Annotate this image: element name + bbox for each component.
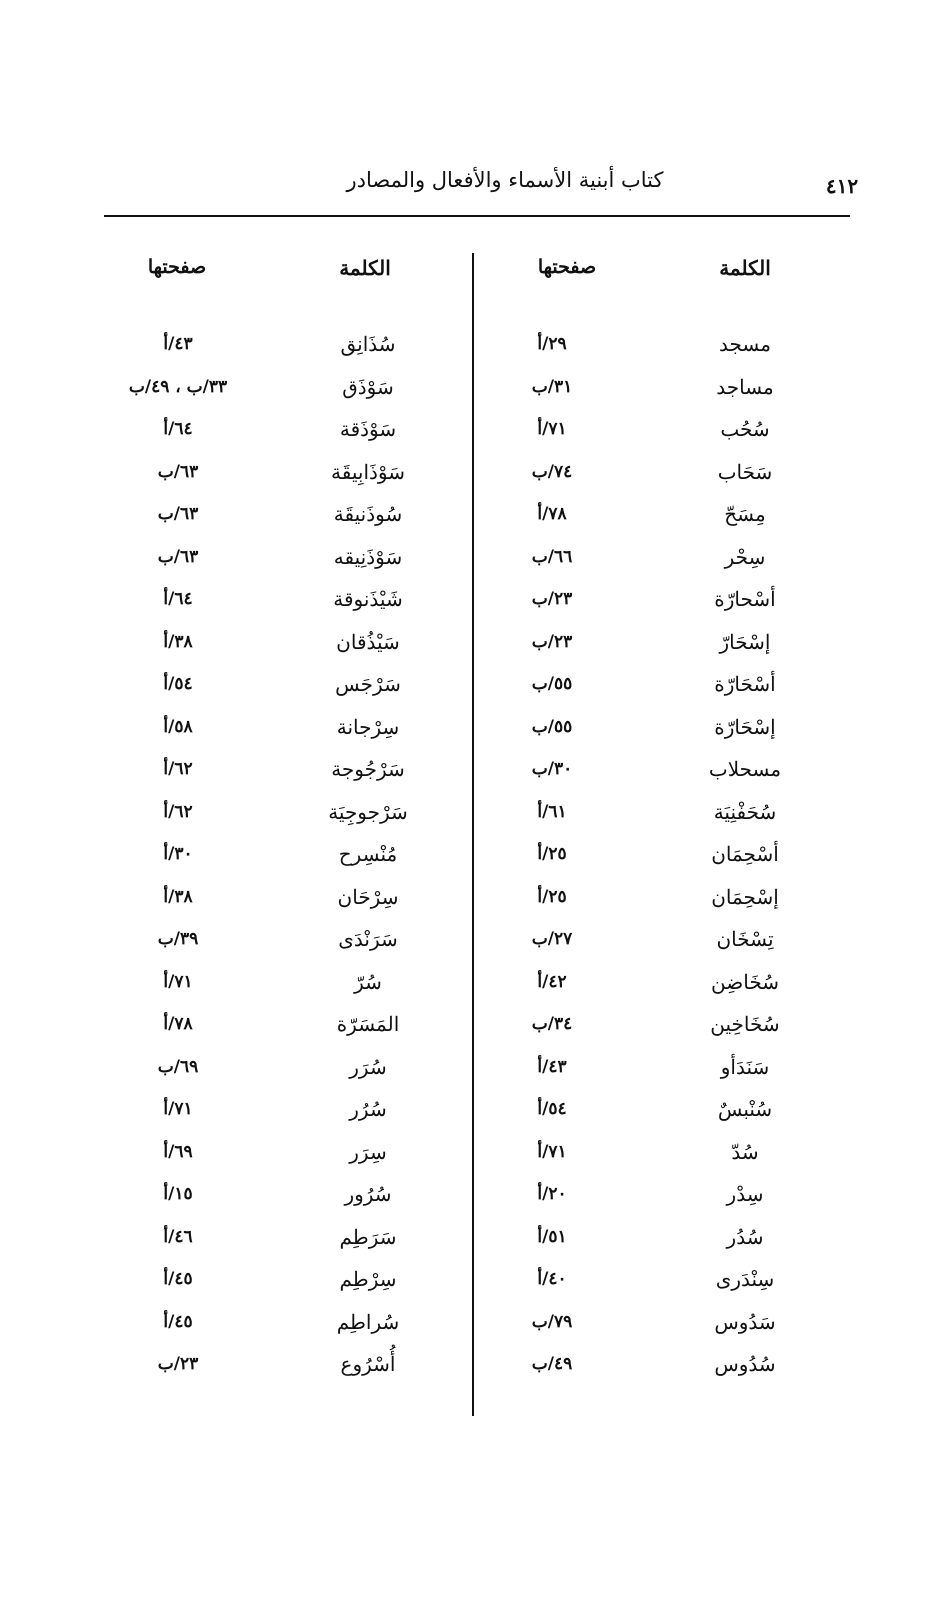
left-entry-page: ٥٤/أ	[163, 674, 193, 694]
right-word-column-heading: الكلمة	[719, 256, 771, 280]
right-entry-page: ٤٩/ب	[531, 1354, 573, 1374]
table-row	[0, 542, 950, 585]
right-entry-page: ٣٠/ب	[531, 759, 573, 779]
right-entry-page: ٢٣/ب	[531, 631, 573, 652]
right-entry-word: سُدُوس	[714, 1352, 776, 1376]
left-entry-word: سُرّ	[354, 969, 382, 994]
right-entry-word: مِسَحّ	[724, 502, 766, 526]
table-row	[0, 967, 950, 1010]
right-entry-word: سُخَاضِن	[711, 969, 779, 994]
left-entry-page: ٣٨/أ	[163, 631, 193, 652]
left-entry-page: ٦٣/ب	[157, 461, 199, 482]
running-header-title: كتاب أبنية الأسماء والأفعال والمصادر	[346, 168, 664, 192]
left-entry-word: سَرْجُوجة	[331, 757, 405, 781]
left-entry-page: ٧١/أ	[163, 1099, 193, 1119]
right-entry-page: ٧١/أ	[537, 1141, 567, 1162]
left-entry-page: ٤٥/أ	[163, 1269, 193, 1289]
left-entry-word: المَسَرّة	[336, 1012, 400, 1036]
table-row	[0, 1179, 950, 1222]
table-row	[0, 1349, 950, 1392]
left-entry-page: ٦٢/أ	[163, 801, 193, 822]
right-entry-page: ٢٥/أ	[537, 844, 567, 864]
left-entry-word: مُنْسِرح	[338, 842, 398, 866]
table-row	[0, 1137, 950, 1180]
right-entry-page: ٢٣/ب	[531, 589, 573, 609]
table-row	[0, 839, 950, 882]
right-entry-word: تِسْخَان	[716, 927, 774, 951]
right-entry-word: أسْحِمَان	[711, 842, 779, 866]
left-entry-page: ٦٤/أ	[163, 419, 193, 439]
left-entry-page: ٤٣/أ	[163, 334, 193, 354]
right-entry-page: ٢٧/ب	[531, 929, 573, 949]
left-entry-word: سِرْجانة	[336, 714, 400, 739]
table-row	[0, 1094, 950, 1137]
table-row	[0, 754, 950, 797]
page-number: ٤١٢	[825, 174, 859, 198]
left-entry-page: ٣٣/ب ، ٤٩/ب	[128, 376, 228, 397]
right-page-column-heading: صفحتها	[537, 256, 597, 278]
left-entry-word: سَوْذَقة	[339, 417, 397, 441]
right-entry-word: مساجد	[716, 374, 774, 399]
left-entry-page: ٤٥/أ	[163, 1311, 193, 1332]
left-entry-page: ٦٤/أ	[163, 589, 193, 609]
table-row	[0, 329, 950, 372]
right-entry-page: ٧٨/أ	[537, 504, 567, 524]
right-entry-word: أسْحارّة	[714, 587, 776, 611]
right-entry-word: إسْحَارّة	[714, 714, 776, 739]
left-entry-page: ٣٨/أ	[163, 886, 193, 907]
table-row	[0, 1009, 950, 1052]
right-entry-word: سُحُب	[720, 417, 770, 441]
right-entry-page: ٥١/أ	[537, 1226, 567, 1247]
left-entry-word: سَيْذُقان	[336, 629, 400, 654]
table-row	[0, 457, 950, 500]
table-row	[0, 669, 950, 712]
table-row	[0, 1264, 950, 1307]
right-entry-word: سُنْبسٌ	[717, 1097, 773, 1121]
left-page-column-heading: صفحتها	[147, 256, 207, 278]
right-entry-page: ٤٠/أ	[537, 1269, 567, 1289]
right-entry-page: ٦١/أ	[537, 801, 567, 822]
left-entry-page: ٢٣/ب	[157, 1354, 199, 1374]
left-entry-page: ١٥/أ	[163, 1184, 193, 1204]
left-entry-word: سُوذَنيقَة	[333, 502, 403, 526]
right-entry-page: ٣٤/ب	[531, 1014, 573, 1034]
left-entry-word: شَيْذَنوقة	[333, 587, 403, 611]
header-rule	[104, 215, 850, 217]
right-entry-word: سُخَاخِين	[710, 1012, 780, 1036]
left-entry-page: ٣٠/أ	[163, 844, 193, 864]
right-entry-page: ٤٢/أ	[537, 971, 567, 992]
right-entry-page: ٢٩/أ	[537, 334, 567, 354]
right-entry-page: ٢٥/أ	[537, 886, 567, 907]
table-row	[0, 1307, 950, 1350]
left-entry-word: سَوْذَق	[342, 374, 394, 399]
left-entry-page: ٣٩/ب	[157, 929, 199, 949]
left-entry-page: ٤٦/أ	[163, 1226, 193, 1247]
right-entry-word: سَنَدَأو	[720, 1054, 770, 1079]
table-row	[0, 1052, 950, 1095]
left-entry-page: ٦٢/أ	[163, 759, 193, 779]
right-entry-page: ٧٩/ب	[531, 1311, 573, 1332]
right-entry-page: ٥٤/أ	[537, 1099, 567, 1119]
left-entry-page: ٧٨/أ	[163, 1014, 193, 1034]
table-row	[0, 499, 950, 542]
left-entry-word: سِرْحَان	[337, 884, 399, 909]
table-row	[0, 712, 950, 755]
left-entry-word: سَوْذَنِيقه	[333, 544, 403, 569]
index-table	[0, 329, 950, 1392]
left-entry-page: ٦٩/ب	[157, 1056, 199, 1077]
right-entry-page: ٦٦/ب	[531, 546, 573, 567]
table-row	[0, 924, 950, 967]
right-entry-word: مسحلاب	[708, 757, 782, 781]
left-entry-word: سَرَنْدَى	[338, 927, 398, 951]
table-row	[0, 584, 950, 627]
right-entry-word: أسْحَارّة	[714, 672, 776, 696]
left-entry-word: سِرْطِم	[339, 1267, 397, 1291]
left-word-column-heading: الكلمة	[339, 256, 391, 280]
left-entry-page: ٦٩/أ	[163, 1141, 193, 1162]
right-entry-word: سَدُوس	[714, 1309, 776, 1334]
table-row	[0, 414, 950, 457]
left-entry-word: سَرَطِم	[339, 1224, 397, 1249]
left-entry-word: سَوْذَابِيقَة	[331, 459, 405, 484]
left-entry-word: سُرَر	[349, 1054, 387, 1079]
left-entry-word: سِرَر	[349, 1139, 387, 1164]
right-entry-page: ٧١/أ	[537, 419, 567, 439]
left-entry-word: سَرْجوجِيَة	[328, 799, 408, 824]
right-entry-word: سِحْر	[724, 544, 766, 569]
table-row	[0, 797, 950, 840]
table-row	[0, 372, 950, 415]
right-entry-word: سَحَاب	[717, 459, 773, 484]
right-entry-page: ٧٤/ب	[531, 461, 573, 482]
table-row	[0, 1222, 950, 1265]
right-entry-page: ٣١/ب	[531, 376, 573, 397]
right-entry-page: ٤٣/أ	[537, 1056, 567, 1077]
left-entry-word: سَرْجَس	[335, 672, 401, 696]
left-entry-word: سُذَانِق	[340, 332, 396, 356]
right-entry-page: ٢٠/أ	[537, 1184, 567, 1204]
right-entry-word: سُحَفْنِيَة	[713, 799, 777, 824]
left-entry-page: ٥٨/أ	[163, 716, 193, 737]
left-entry-word: سُرُر	[349, 1097, 387, 1121]
right-entry-word: سُدّ	[731, 1139, 759, 1164]
right-entry-word: سِنْدَرى	[715, 1267, 775, 1291]
right-entry-word: سُدُر	[726, 1224, 764, 1249]
right-entry-word: سِدْر	[726, 1182, 764, 1206]
table-row	[0, 882, 950, 925]
left-entry-page: ٦٣/ب	[157, 504, 199, 524]
right-entry-word: إسْحَارّ	[719, 629, 771, 654]
left-entry-word: سُراطِم	[336, 1309, 400, 1334]
left-entry-page: ٧١/أ	[163, 971, 193, 992]
left-entry-page: ٦٣/ب	[157, 546, 199, 567]
right-entry-word: مسجد	[719, 332, 771, 356]
right-entry-page: ٥٥/ب	[531, 674, 573, 694]
right-entry-word: إسْحِمَان	[711, 884, 779, 909]
table-row	[0, 627, 950, 670]
right-entry-page: ٥٥/ب	[531, 716, 573, 737]
left-entry-word: أُسْرُوع	[340, 1352, 396, 1376]
left-entry-word: سُرُور	[344, 1182, 392, 1206]
